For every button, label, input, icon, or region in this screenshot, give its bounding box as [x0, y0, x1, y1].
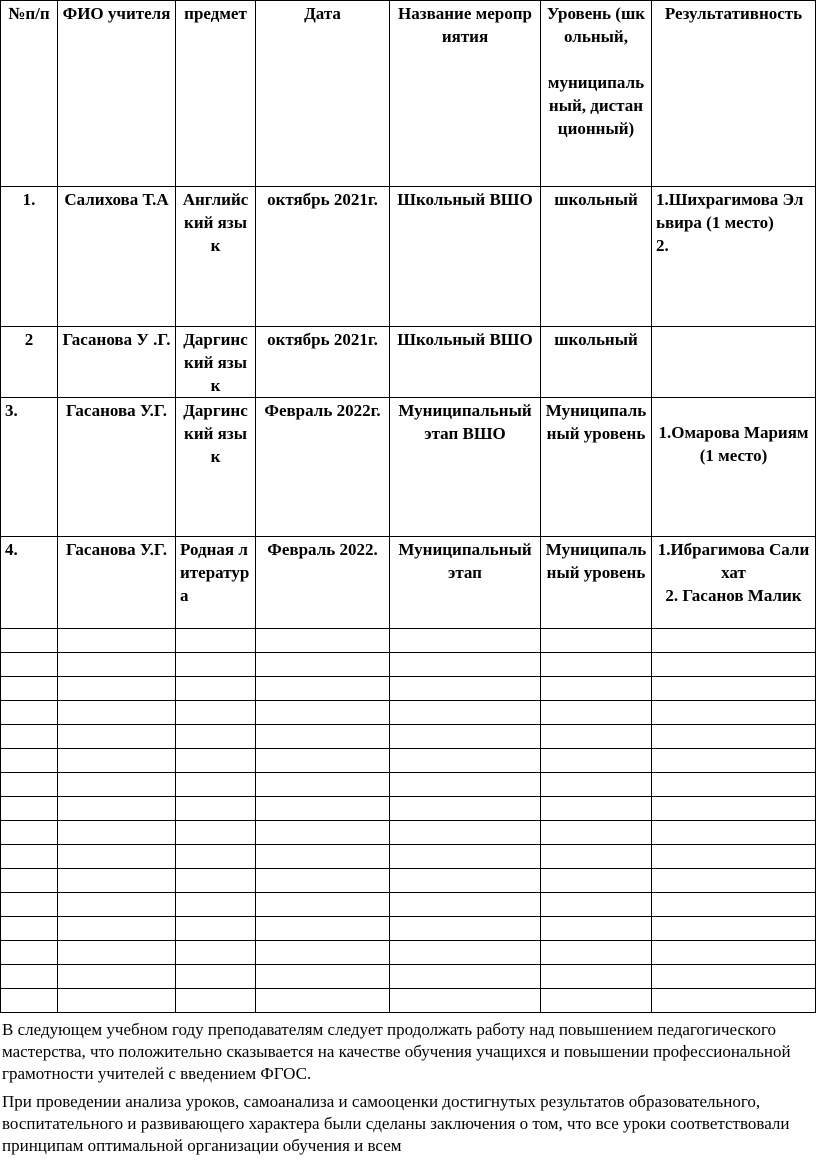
row-subject: Английский язык [176, 187, 256, 327]
row-teacher: Гасанова У.Г. [58, 398, 176, 537]
header-subject: предмет [176, 1, 256, 187]
row-subject: Родная литература [176, 537, 256, 629]
header-teacher: ФИО учителя [58, 1, 176, 187]
empty-row [1, 773, 816, 797]
empty-row [1, 821, 816, 845]
header-date: Дата [256, 1, 390, 187]
conclusion-paragraph-2: При проведении анализа уроков, самоанализа и самооценки достигнутых результатов образовательного, воспитательного и развивающего характера были сделаны заключения о том, что все уроки соответствовали принципам оптимальной организации обучения и всем [2, 1092, 790, 1155]
header-num: №п/п [1, 1, 58, 187]
conclusion-paragraph-1: В следующем учебном году преподавателям следует продолжать работу над повышением педагогического мастерства, что положительно сказывается на качестве обучения учащихся и повышении профессиональной грамотности учителей с введением ФГОС. [2, 1020, 791, 1083]
empty-row [1, 965, 816, 989]
table-header-row [1, 1, 816, 187]
table-row [1, 327, 816, 398]
empty-row [1, 797, 816, 821]
table-row [1, 537, 816, 629]
row-num: 3. [1, 398, 58, 537]
row-level: школьный [541, 187, 652, 327]
row-result [652, 327, 816, 398]
header-level: Уровень (школьный, муниципальный, дистанционный) [541, 1, 652, 187]
header-event: Название мероприятия [390, 1, 541, 187]
row-result: 1.Ибрагимова Салихат 2. Гасанов Малик [652, 537, 816, 629]
row-num: 2 [1, 327, 58, 398]
empty-row [1, 845, 816, 869]
row-event: Школьный ВШО [390, 327, 541, 398]
empty-row [1, 869, 816, 893]
header-result: Результативность [652, 1, 816, 187]
row-result [652, 398, 816, 537]
row-level: школьный [541, 327, 652, 398]
empty-row [1, 917, 816, 941]
empty-row [1, 725, 816, 749]
empty-row [1, 701, 816, 725]
row-level: Муниципальный уровень [541, 537, 652, 629]
row-event: Муниципальный этап [390, 537, 541, 629]
row-teacher: Гасанова У .Г. [58, 327, 176, 398]
table-row [1, 398, 816, 537]
row-subject: Даргинский язык [176, 398, 256, 537]
row-level: Муниципальный уровень [541, 398, 652, 537]
empty-row [1, 749, 816, 773]
row-subject: Даргинский язык [176, 327, 256, 398]
row-teacher: Гасанова У.Г. [58, 537, 176, 629]
row-date: Февраль 2022. [256, 537, 390, 629]
row-result: 1.Шихрагимова Эльвира (1 место) 2. [652, 187, 816, 327]
row-date: октябрь 2021г. [256, 187, 390, 327]
row-event: Муниципальный этап ВШО [390, 398, 541, 537]
empty-row [1, 989, 816, 1013]
row-result-text: 1.Омарова Мариям (1 место) [658, 423, 809, 465]
row-date: октябрь 2021г. [256, 327, 390, 398]
row-event: Школьный ВШО [390, 187, 541, 327]
row-num: 4. [1, 537, 58, 629]
empty-row [1, 893, 816, 917]
empty-row [1, 653, 816, 677]
empty-row [1, 677, 816, 701]
empty-row [1, 941, 816, 965]
row-date: Февраль 2022г. [256, 398, 390, 537]
row-teacher: Салихова Т.А [58, 187, 176, 327]
row-num: 1. [1, 187, 58, 327]
table-row [1, 187, 816, 327]
empty-row [1, 629, 816, 653]
